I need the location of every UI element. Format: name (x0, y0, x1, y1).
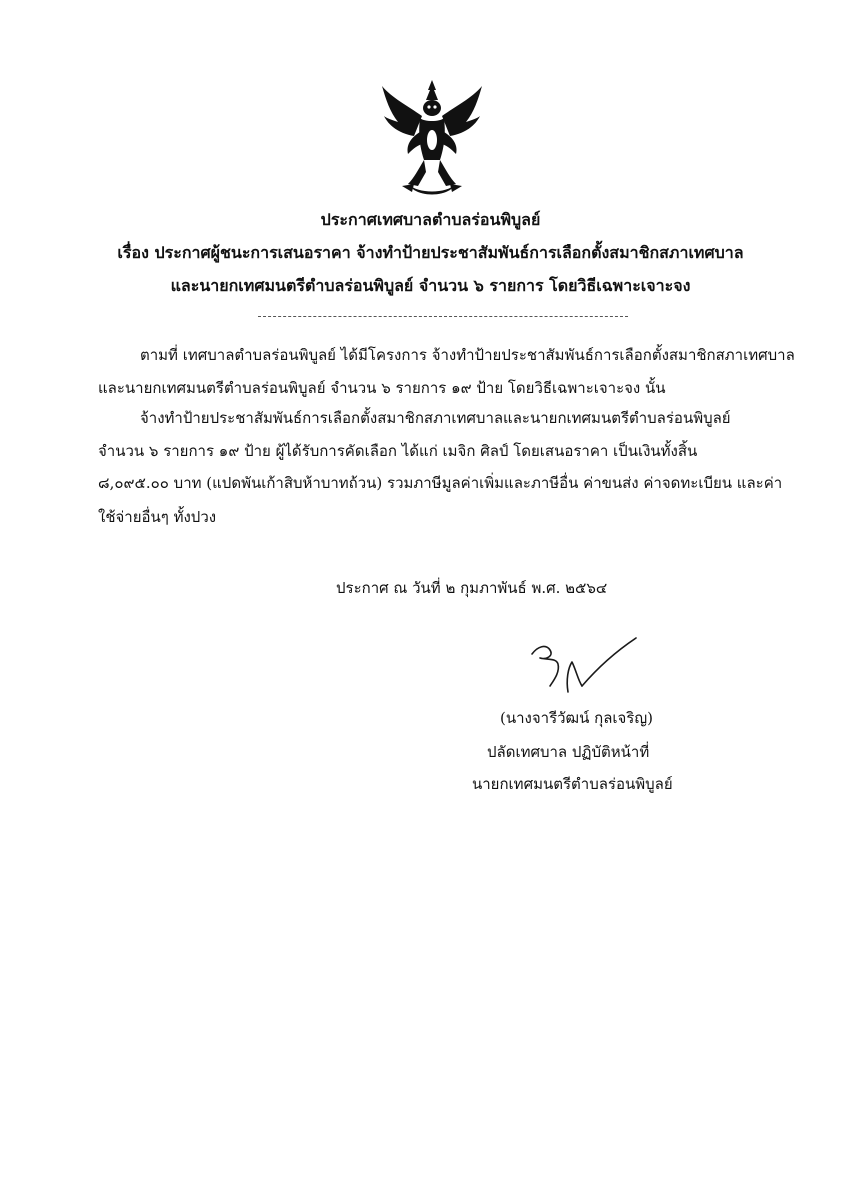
handwritten-signature-icon (528, 636, 640, 694)
divider (258, 316, 628, 317)
announcement-date: ประกาศ ณ วันที่ ๒ กุมภาพันธ์ พ.ศ. ๒๕๖๔ (336, 579, 608, 597)
subject-line-1: เรื่อง ประกาศผู้ชนะการเสนอราคา จ้างทำป้ายประชาสัมพันธ์การเลือกตั้งสมาชิกสภาเทศบาล (117, 243, 744, 262)
signatory-name: (นางจารีวัฒน์ กุลเจริญ) (500, 709, 653, 727)
garuda-emblem-icon (378, 76, 486, 196)
signatory-acting-as: นายกเทศมนตรีตำบลร่อนพิบูลย์ (472, 775, 673, 793)
body-line: และนายกเทศมนตรีตำบลร่อนพิบูลย์ จำนวน ๖ รายการ ๑๙ ป้าย โดยวิธีเฉพาะเจาะจง นั้น (98, 379, 666, 397)
subject-line-2: และนายกเทศมนตรีตำบลร่อนพิบูลย์ จำนวน ๖ รายการ โดยวิธีเฉพาะเจาะจง (170, 276, 691, 295)
body-line: ตามที่ เทศบาลตำบลร่อนพิบูลย์ ได้มีโครงการ จ้างทำป้ายประชาสัมพันธ์การเลือกตั้งสมาชิกสภาเทศบาล (140, 346, 795, 364)
body-line: ๘,๐๙๕.๐๐ บาท (แปดพันเก้าสิบห้าบาทถ้วน) รวมภาษีมูลค่าเพิ่มและภาษีอื่น ค่าขนส่ง ค่าจดทะเบียน และค่า (98, 474, 783, 492)
body-line: จำนวน ๖ รายการ ๑๙ ป้าย ผู้ได้รับการคัดเลือก ได้แก่ เมจิก ศิลป์ โดยเสนอราคา เป็นเงินทั้งสิ้น (98, 442, 698, 460)
announcement-title: ประกาศเทศบาลตำบลร่อนพิบูลย์ (320, 210, 541, 229)
signatory-position: ปลัดเทศบาล ปฏิบัติหน้าที่ (487, 743, 650, 761)
body-line: จ้างทำป้ายประชาสัมพันธ์การเลือกตั้งสมาชิกสภาเทศบาลและนายกเทศมนตรีตำบลร่อนพิบูลย์ (140, 409, 731, 427)
body-line: ใช้จ่ายอื่นๆ ทั้งปวง (98, 508, 217, 526)
